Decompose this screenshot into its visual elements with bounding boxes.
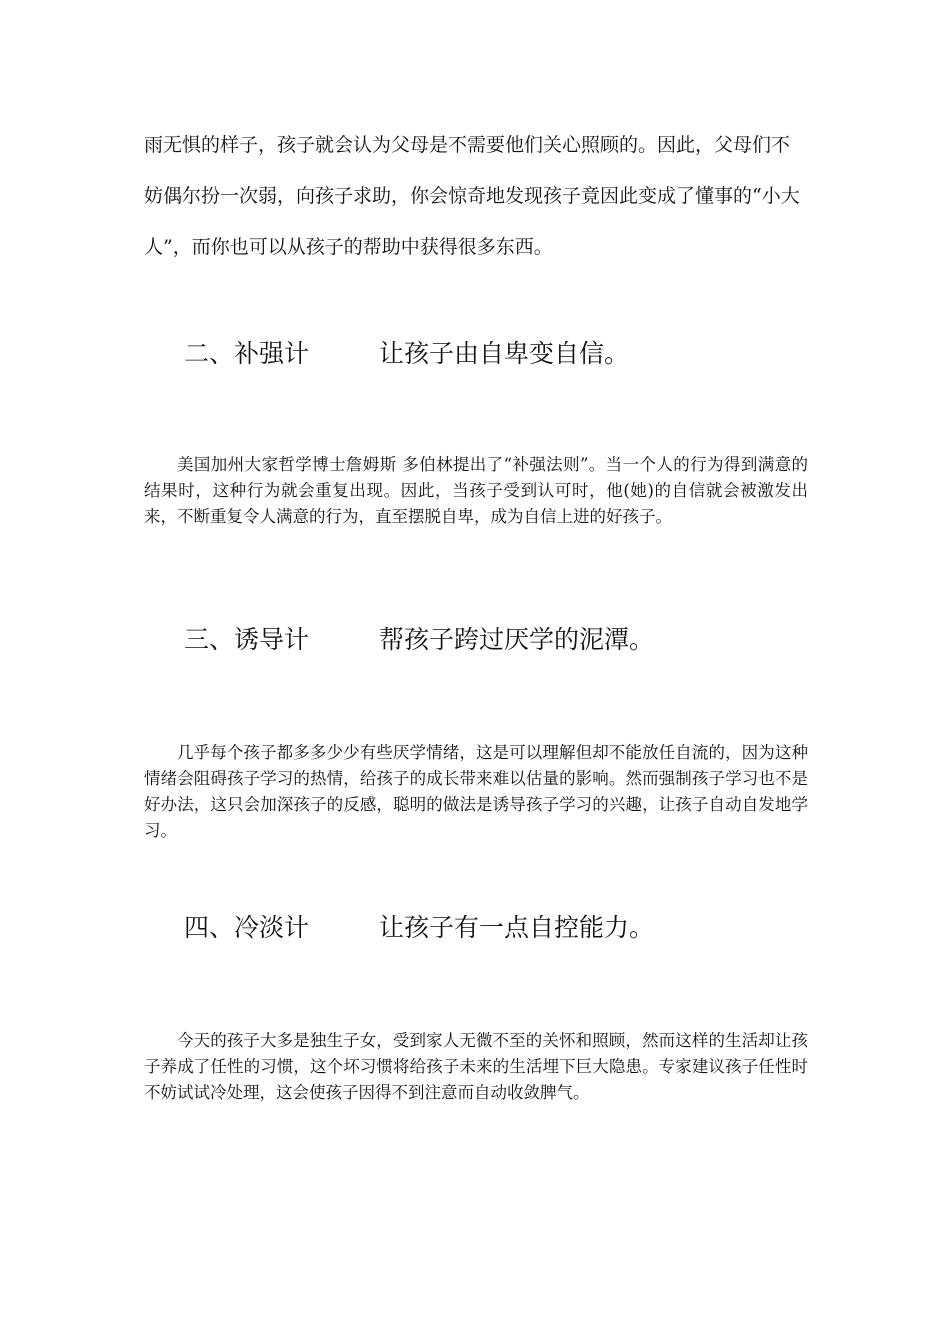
section-heading-cold [184, 910, 804, 946]
section-paragraph-reinforce: 美国加州大家哲学博士詹姆斯 多伯林提出了“补强法则”。当一个人的行为得到满意的结果时，这种行为就会重复出现。因此，当孩子受到认可时，他(她)的自信就会被激发出来，不断重复令人满意的行为，直至摆脱自卑，成为自信上进的好孩子。 [144, 455, 808, 526]
section-heading-subtitle: 让孩子由自卑变自信。 [379, 339, 630, 368]
section-heading-guide [184, 622, 804, 658]
section-heading-reinforce [184, 336, 804, 372]
section-heading-title: 二、补强计 [184, 339, 310, 368]
section-heading-title: 三、诱导计 [184, 625, 310, 654]
intro-paragraph: 雨无惧的样子，孩子就会认为父母是不需要他们关心照顾的。因此，父母们不妨偶尔扮一次弱，向孩子求助，你会惊奇地发现孩子竟因此变成了懂事的“小大人”，而你也可以从孩子的帮助中获得很多东西。 [144, 134, 800, 258]
section-paragraph-guide: 几乎每个孩子都多多少少有些厌学情绪，这是可以理解但却不能放任自流的，因为这种情绪会阻碍孩子学习的热情，给孩子的成长带来难以估量的影响。然而强制孩子学习也不是好办法，这只会加深孩子的反感，聪明的做法是诱导孩子学习的兴趣，让孩子自动自发地学习。 [144, 743, 808, 840]
section-heading-subtitle: 帮孩子跨过厌学的泥潭。 [379, 625, 655, 654]
section-heading-subtitle: 让孩子有一点自控能力。 [379, 913, 655, 942]
section-paragraph-cold: 今天的孩子大多是独生子女，受到家人无微不至的关怀和照顾，然而这样的生活却让孩子养成了任性的习惯，这个坏习惯将给孩子未来的生活埋下巨大隐患。专家建议孩子任性时不妨试试冷处理，这会使孩子因得不到注意而自动收敛脾气。 [144, 1031, 808, 1102]
section-heading-title: 四、冷淡计 [184, 913, 310, 942]
